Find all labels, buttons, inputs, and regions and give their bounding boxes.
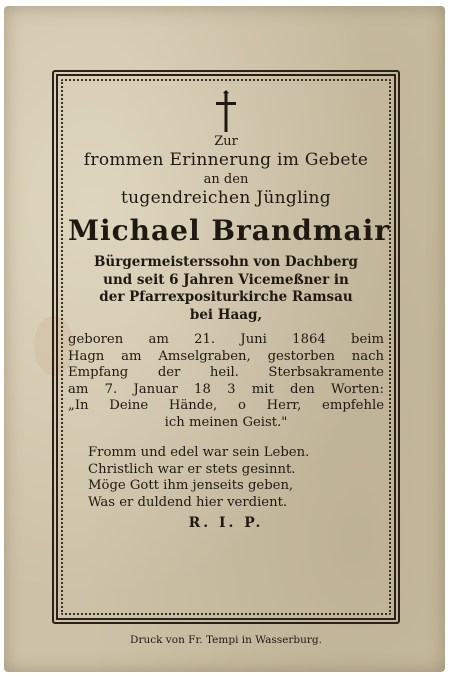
verse-line: Christlich war er stets gesinnt. [88, 461, 296, 477]
description-line: bei Haag, [189, 306, 263, 323]
epithet-text: tugendreichen Jüngling [121, 187, 331, 208]
zur-text: Zur [214, 134, 238, 149]
description-block [68, 254, 384, 324]
biography-line: „In Deine Hände, o Herr, empfehle [68, 398, 384, 414]
description-line: der Pfarrexpositurkirche Ramsau [99, 289, 353, 306]
verse-line: Fromm und edel war sein Leben. [88, 445, 310, 461]
verse-line: Möge Gott ihm jenseits geben, [88, 478, 294, 494]
card-text [68, 90, 391, 533]
memorial-title: frommen Erinnerung im Gebete [83, 150, 369, 171]
printer-credit: Druck von Fr. Tempi in Wasserburg. [130, 634, 322, 646]
cross-icon [211, 90, 241, 134]
biography-line: geboren am 21. Juni 1864 beim [68, 332, 384, 348]
description-line: Bürgermeisterssohn von Dachberg [94, 254, 358, 270]
biography-line: ich meinen Geist." [164, 414, 288, 430]
biography-block [68, 332, 384, 431]
biography-line: am 7. Januar 18 3 mit den Worten: [68, 381, 384, 397]
verse-line: Was er duldend hier verdient. [88, 494, 288, 510]
an-den-text: an den [203, 171, 249, 187]
verse-block [88, 445, 384, 511]
deceased-name: Michael Brandmair [68, 214, 391, 247]
rip-text: R. I. P. [188, 515, 264, 532]
biography-line: Hagn am Amselgraben, gestorben nach [68, 348, 384, 364]
description-line: und seit 6 Jahren Vicemeßner in [103, 271, 349, 288]
biography-line: Empfang der heil. Sterbsakramente [68, 365, 384, 381]
